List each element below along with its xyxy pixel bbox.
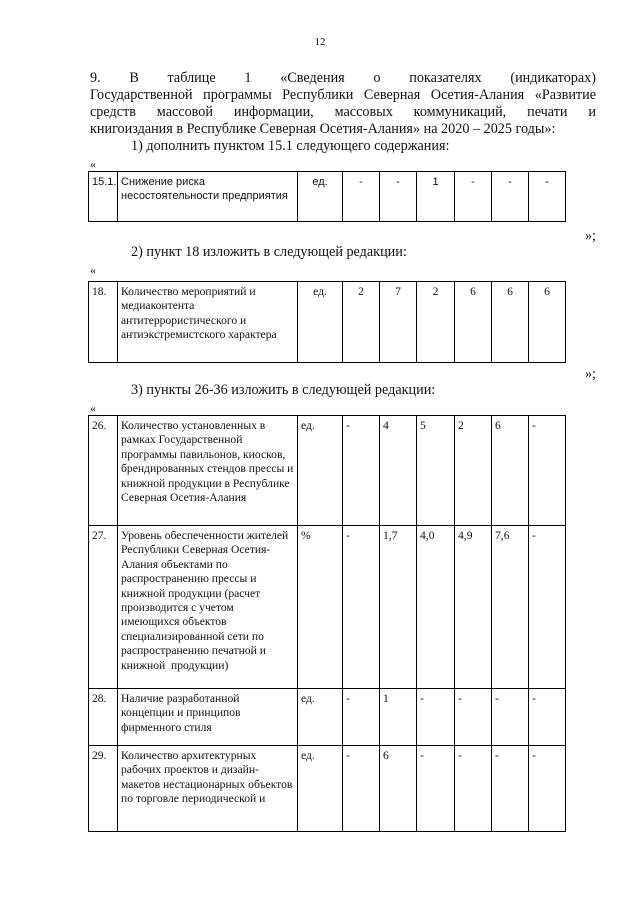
value-2024: -: [492, 172, 529, 222]
table-rows-26-29: [88, 415, 566, 832]
value-2020: -: [343, 172, 380, 222]
value-2024: 7,6: [492, 526, 529, 689]
value-2025: -: [529, 416, 566, 526]
value-2021: 1,7: [380, 526, 417, 689]
value-2025: 6: [529, 282, 566, 363]
table-row: [89, 526, 566, 689]
intro-line-1: 9. В таблице 1 «Сведения о показателях (индикаторах): [90, 70, 596, 86]
value-2021: 1: [380, 689, 417, 746]
row-number: 28.: [89, 689, 118, 746]
unit: ед.: [298, 282, 343, 363]
table-row: [89, 416, 566, 526]
table-row-18: [88, 281, 566, 363]
value-2020: -: [343, 526, 380, 689]
table-row: [89, 689, 566, 746]
open-quote-1: «: [90, 157, 96, 171]
indicator-name: Количество архитектурных рабочих проектов и дизайн-макетов нестационарных объектов по торговле периодической и: [118, 746, 298, 832]
value-2022: 5: [417, 416, 455, 526]
indicator-name: Количество установленных в рамках Государственной программы павильонов, киосков, брендированных стендов прессы и книжной продукции в Республике Северная Осетия-Алания: [118, 416, 298, 526]
value-2020: 2: [343, 282, 380, 363]
value-2020: -: [343, 746, 380, 832]
unit: ед.: [298, 689, 343, 746]
value-2023: 6: [455, 282, 492, 363]
table-row: [89, 746, 566, 832]
value-2022: -: [417, 746, 455, 832]
value-2022: 2: [417, 282, 455, 363]
item-2-text: 2) пункт 18 изложить в следующей редакции:: [131, 244, 407, 260]
value-2023: -: [455, 746, 492, 832]
value-2022: 4,0: [417, 526, 455, 689]
row-number: 18.: [89, 282, 118, 363]
value-2020: -: [343, 416, 380, 526]
value-2021: 6: [380, 746, 417, 832]
intro-line-3: средств массовой информации, массовых коммуникаций, печати и: [90, 104, 596, 120]
intro-line-2: Государственной программы Республики Северная Осетия-Алания «Развитие: [90, 87, 596, 103]
value-2021: -: [380, 172, 417, 222]
row-number: 15.1.: [89, 172, 118, 222]
row-number: 26.: [89, 416, 118, 526]
value-2021: 4: [380, 416, 417, 526]
value-2023: -: [455, 689, 492, 746]
intro-line-4: книгоиздания в Республике Северная Осетия-Алания» на 2020 – 2025 годы»:: [90, 121, 556, 137]
value-2023: 2: [455, 416, 492, 526]
close-quote-1: »;: [584, 228, 596, 244]
indicator-name: Наличие разработанной концепции и принципов фирменного стиля: [118, 689, 298, 746]
value-2022: 1: [417, 172, 455, 222]
row-number: 27.: [89, 526, 118, 689]
table-row-15-1: [88, 171, 566, 222]
table-row: [89, 172, 566, 222]
indicator-name: Количество мероприятий и медиаконтента антитеррористического и антиэкстремистского характера: [118, 282, 298, 363]
value-2024: -: [492, 689, 529, 746]
close-quote-2: »;: [584, 366, 596, 382]
value-2020: -: [343, 689, 380, 746]
row-number: 29.: [89, 746, 118, 832]
unit: %: [298, 526, 343, 689]
value-2022: -: [417, 689, 455, 746]
value-2024: 6: [492, 416, 529, 526]
item-3-text: 3) пункты 26-36 изложить в следующей редакции:: [131, 382, 436, 398]
open-quote-2: «: [90, 263, 96, 277]
unit: ед.: [298, 416, 343, 526]
open-quote-3: «: [90, 401, 96, 415]
indicator-name: Снижение риска несостоятельности предприятия: [118, 172, 298, 222]
value-2025: -: [529, 689, 566, 746]
value-2024: -: [492, 746, 529, 832]
value-2025: -: [529, 172, 566, 222]
indicator-name: Уровень обеспеченности жителей Республики Северная Осетия-Алания объектами по распространению прессы и книжной продукции (расчет производится с учетом имеющихся объектов специализированной сети по распространению печатной и книжной продукции): [118, 526, 298, 689]
value-2023: -: [455, 172, 492, 222]
value-2021: 7: [380, 282, 417, 363]
value-2025: -: [529, 526, 566, 689]
item-1-text: 1) дополнить пунктом 15.1 следующего содержания:: [131, 138, 450, 154]
value-2024: 6: [492, 282, 529, 363]
value-2025: -: [529, 746, 566, 832]
page-number: 12: [314, 36, 326, 48]
table-row: [89, 282, 566, 363]
unit: ед.: [298, 172, 343, 222]
unit: ед.: [298, 746, 343, 832]
value-2023: 4,9: [455, 526, 492, 689]
